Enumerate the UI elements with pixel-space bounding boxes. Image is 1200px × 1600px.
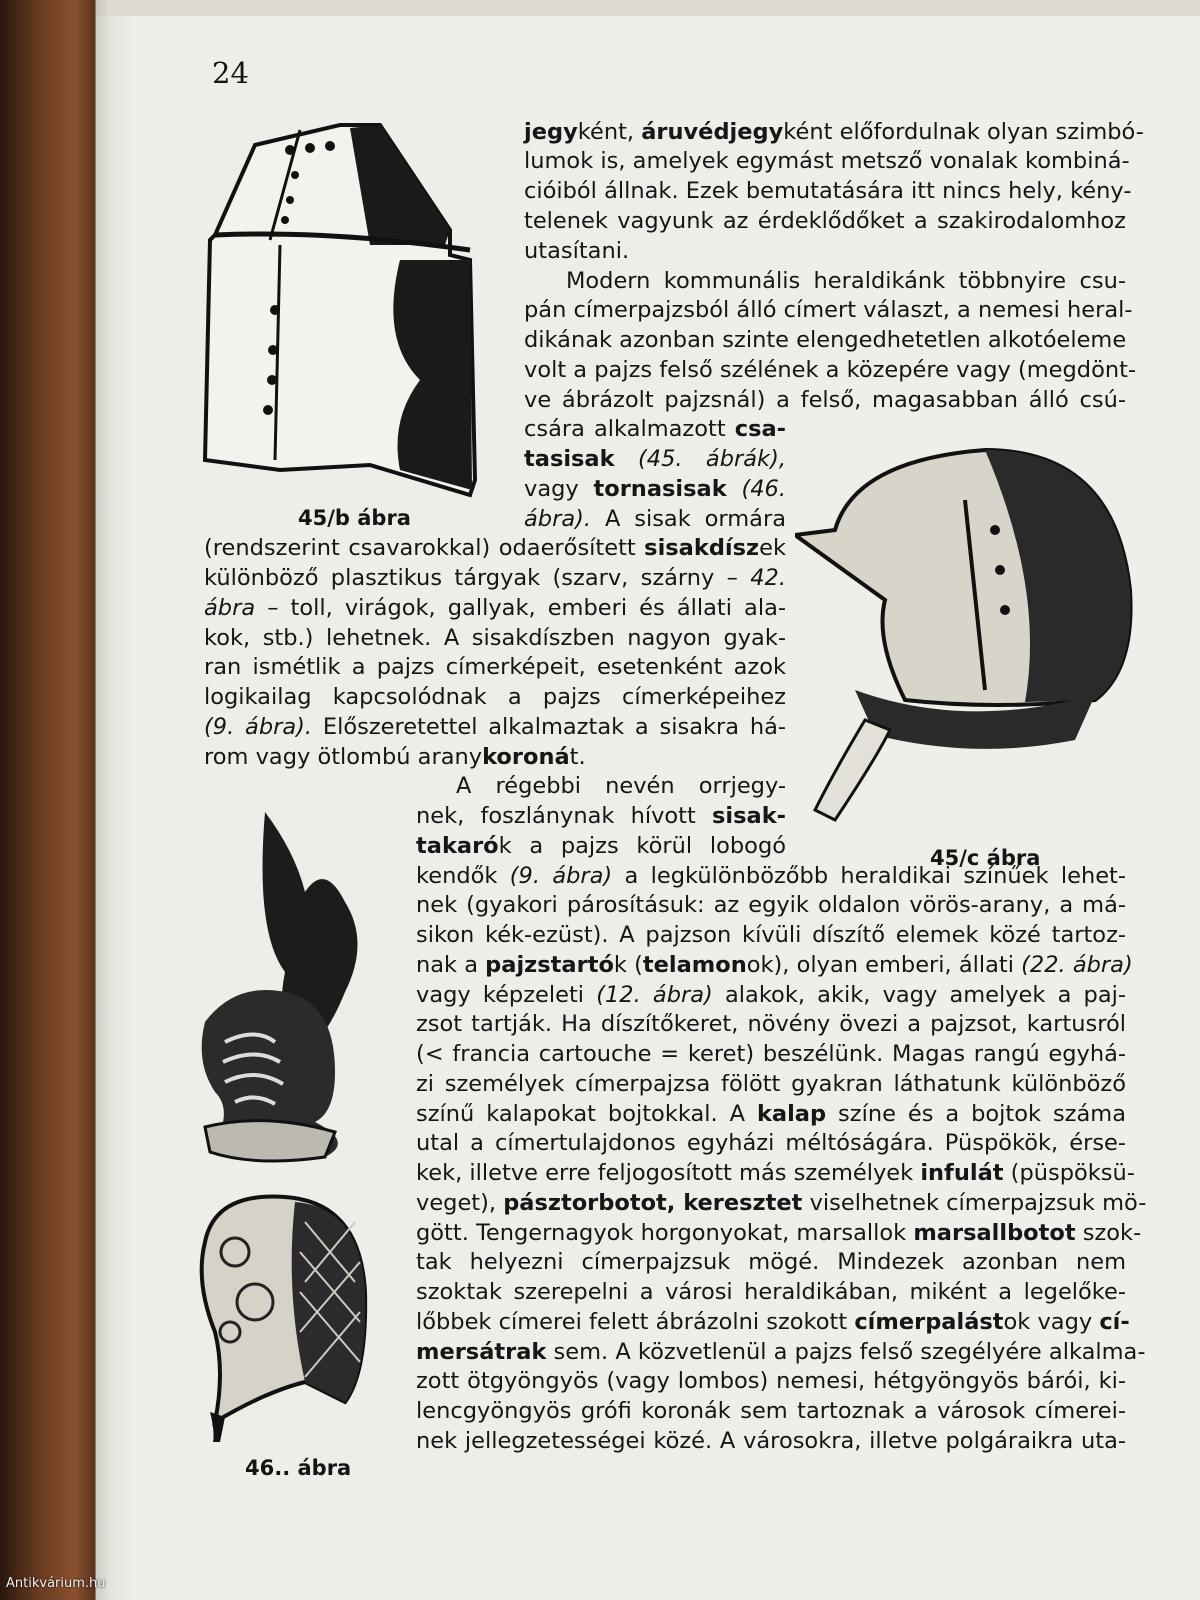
text-line: jegyként, áruvédjegyként előfordulnak olyan szimbó- [524,119,1144,145]
wing-crest-helmet [202,812,358,1161]
text-line: gött. Tengernagyok horgonyokat, marsallok marsallbotot szok- [416,1220,1142,1246]
caption-45c: 45/c ábra [930,846,1041,870]
text-line: színű kalapokat bojtokkal. A kalap színe és a bojtok száma [416,1101,1126,1127]
text-line: zott ötgyöngyös (vagy lombos) nemesi, hétgyöngyös bárói, ki- [416,1368,1126,1394]
text-line: tak helyezni címerpajzsuk mögé. Mindezek azonban nem [416,1249,1126,1275]
text-line: ran ismétlik a pajzs címerképeit, esetenként azok [204,654,786,680]
text-line: zi személyek címerpajzsa fölött gyakran láthatunk különböző [416,1071,1126,1097]
text-line: nek (gyakori párosításuk: az egyik oldalon vörös-arany, a má- [416,892,1126,918]
watermark: Antikvárium.hu [6,1576,106,1591]
text-line: telenek vagyunk az érdeklődőket a szakirodalomhoz [524,208,1126,234]
text-line: kek, illetve erre feljogosított más személyek infulát (püspöksü- [416,1160,1135,1186]
text-line: vagy tornasisak (46. [524,476,787,502]
text-line: szoktak szerepelni a városi heraldikában, miként a legelőke- [416,1279,1126,1305]
text-line: (< francia cartouche = keret) beszélünk. Magas rangú egyhá- [416,1041,1126,1067]
text-line: kendők (9. ábra) a legkülönbözőbb heraldikai színűek lehet- [416,863,1127,889]
text-line: különböző plasztikus tárgyak (szarv, szárny – 42. [204,565,786,591]
text-line: ve ábrázolt pajzsnál) a felső, magasabban álló csú- [524,387,1126,413]
caption-45b: 45/b ábra [298,506,411,530]
text-line: ábra). A sisak ormára [524,506,786,532]
text-line: utal a címertulajdonos egyházi méltóságára. Püspökök, érse- [416,1130,1126,1156]
text-line: veget), pásztorbotot, keresztet viselhetnek címerpajzsuk mö- [416,1190,1147,1216]
text-line: csára alkalmazott csa- [524,416,786,442]
grille-helmet [202,1197,366,1442]
text-line: ábra – toll, virágok, gallyak, emberi és állati ala- [204,595,786,621]
text-line: vagy képzeleti (12. ábra) alakok, akik, vagy amelyek a paj- [416,982,1126,1008]
text-line: rom vagy ötlombú aranykoronát. [204,744,586,770]
text-line: volt a pajzs felső szélének a közepére vagy (megdönt- [524,357,1137,383]
text-line: (rendszerint csavarokkal) odaerősített sisakdíszek [204,535,786,561]
figure-46-tournament-helmets [195,812,375,1452]
text-line: lencgyöngyös grófi koronák sem tartoznak a városok címerei- [416,1398,1126,1424]
page-number: 24 [212,56,249,90]
text-line: pán címerpajzsból álló címert választ, a nemesi heral- [524,297,1133,323]
figure-45c-armet-helmet [795,440,1140,830]
text-line: sikon kék-ezüst). A pajzson kívüli díszítő elemek közé tartoz- [416,922,1126,948]
text-line: takarók a pajzs körül lobogó [416,833,786,859]
figure-45b-great-helm [200,120,500,510]
caption-46: 46.. ábra [245,1456,352,1480]
text-line: Modern kommunális heraldikánk többnyire csu- [566,268,1126,294]
text-line: zsot tartják. Ha díszítőkeret, növény övezi a pajzsot, kartusról [416,1011,1126,1037]
text-line: nek, foszlánynak hívott sisak- [416,803,786,829]
text-line: cióiból állnak. Ezek bemutatására itt nincs hely, kény- [524,178,1132,204]
text-line: kok, stb.) lehetnek. A sisakdíszben nagyon gyak- [204,625,786,651]
text-line: utasítani. [524,238,630,264]
text-line: lumok is, amelyek egymást metsző vonalak kombiná- [524,148,1130,174]
text-line: nek jellegzetességei közé. A városokra, illetve polgáraikra uta- [416,1428,1126,1454]
text-line: tasisak (45. ábrák), [524,446,786,472]
text-line: A régebbi nevén orrjegy- [456,773,786,799]
text-line: nak a pajzstartók (telamonok), olyan emberi, állati (22. ábra) [416,952,1133,978]
text-line: (9. ábra). Előszeretettel alkalmaztak a sisakra há- [204,714,787,740]
text-line: logikailag kapcsolódnak a pajzs címerképeihez [204,684,786,710]
text-line: dikának azonban szinte elengedhetetlen alkotóeleme [524,327,1127,353]
text-line: mersátrak sem. A közvetlenül a pajzs felső szegélyére alkalma- [416,1339,1146,1365]
text-line: lőbbek címerei felett ábrázolni szokott címerpalástok vagy cí- [416,1309,1130,1335]
